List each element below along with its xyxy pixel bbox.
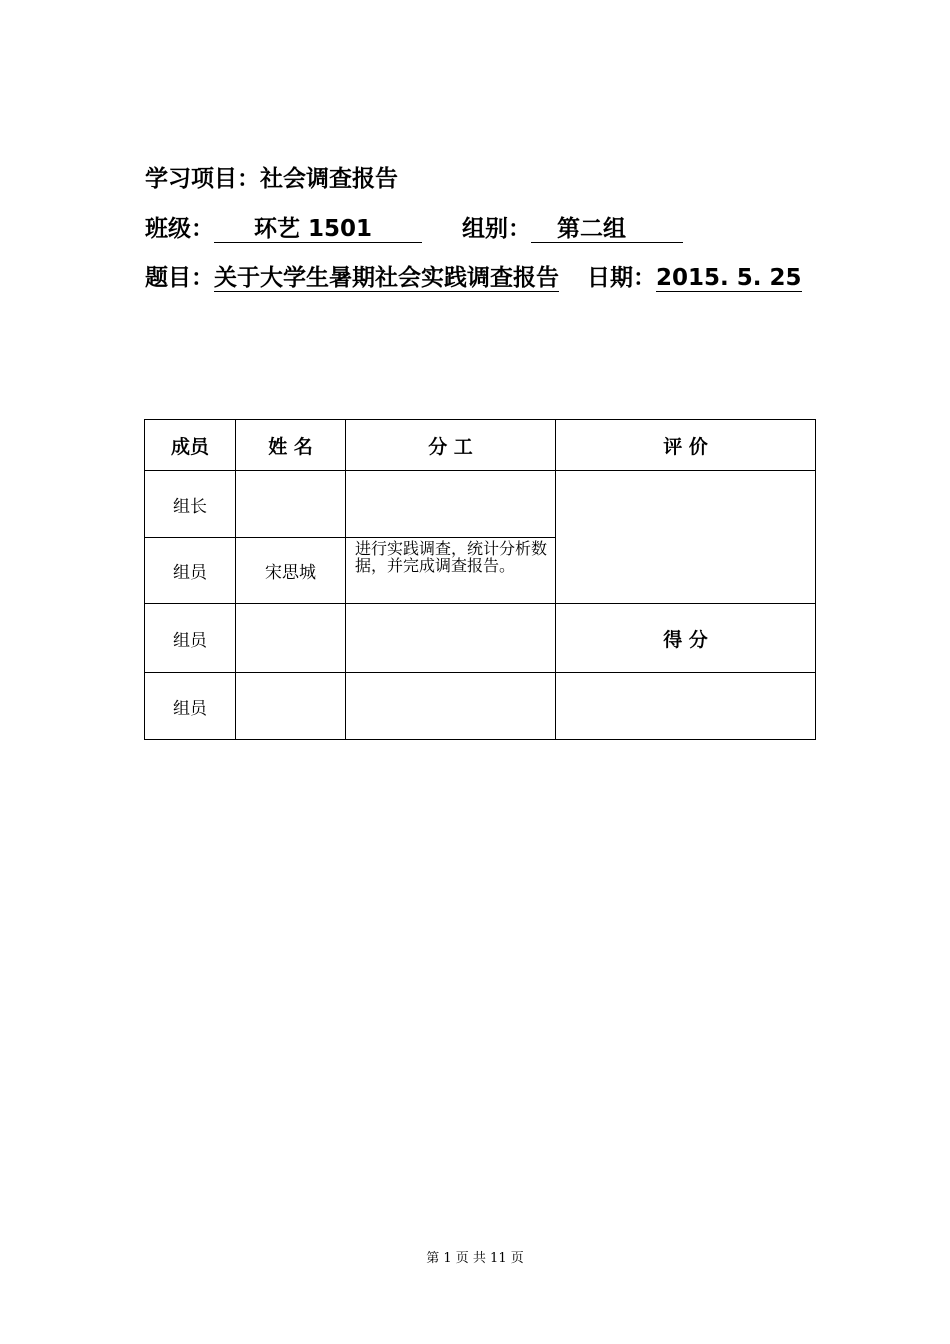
group-label: 组别： [462, 216, 531, 242]
project-line [145, 160, 398, 193]
header-evaluation: 评 价 [556, 420, 816, 471]
page-footer: 第 1 页 共 11 页 [426, 1251, 524, 1266]
project-label: 学习项目： [145, 166, 260, 192]
table-row [145, 673, 816, 740]
role-cell: 组长 [145, 471, 236, 538]
date-value: 2015. 5. 25 [656, 265, 802, 291]
project-value: 社会调查报告 [260, 166, 398, 192]
task-cell [346, 673, 556, 740]
table-row [145, 604, 816, 673]
header-name: 姓 名 [236, 420, 346, 471]
score-cell [556, 673, 816, 740]
name-cell [236, 604, 346, 673]
role-cell: 组员 [145, 604, 236, 673]
table-row [145, 471, 816, 538]
task-cell: 进行实践调查，统计分析数据，并完成调查报告。 [346, 538, 556, 604]
task-cell [346, 604, 556, 673]
class-group-line [145, 210, 683, 243]
class-label: 班级： [145, 216, 214, 242]
evaluation-cell [556, 471, 816, 604]
topic-label: 题目： [145, 265, 214, 291]
score-label: 得 分 [556, 604, 816, 673]
date-label: 日期： [587, 265, 656, 291]
role-cell: 组员 [145, 673, 236, 740]
role-cell: 组员 [145, 538, 236, 604]
table-header-row [145, 420, 816, 471]
topic-value: 关于大学生暑期社会实践调查报告 [214, 265, 559, 291]
name-cell [236, 471, 346, 538]
member-table [144, 419, 816, 740]
class-value: 环艺 1501 [214, 216, 422, 243]
header-task: 分 工 [346, 420, 556, 471]
group-value: 第二组 [531, 216, 683, 243]
name-cell: 宋思城 [236, 538, 346, 604]
topic-date-line [145, 259, 802, 292]
task-cell [346, 471, 556, 538]
header-member: 成员 [145, 420, 236, 471]
name-cell [236, 673, 346, 740]
